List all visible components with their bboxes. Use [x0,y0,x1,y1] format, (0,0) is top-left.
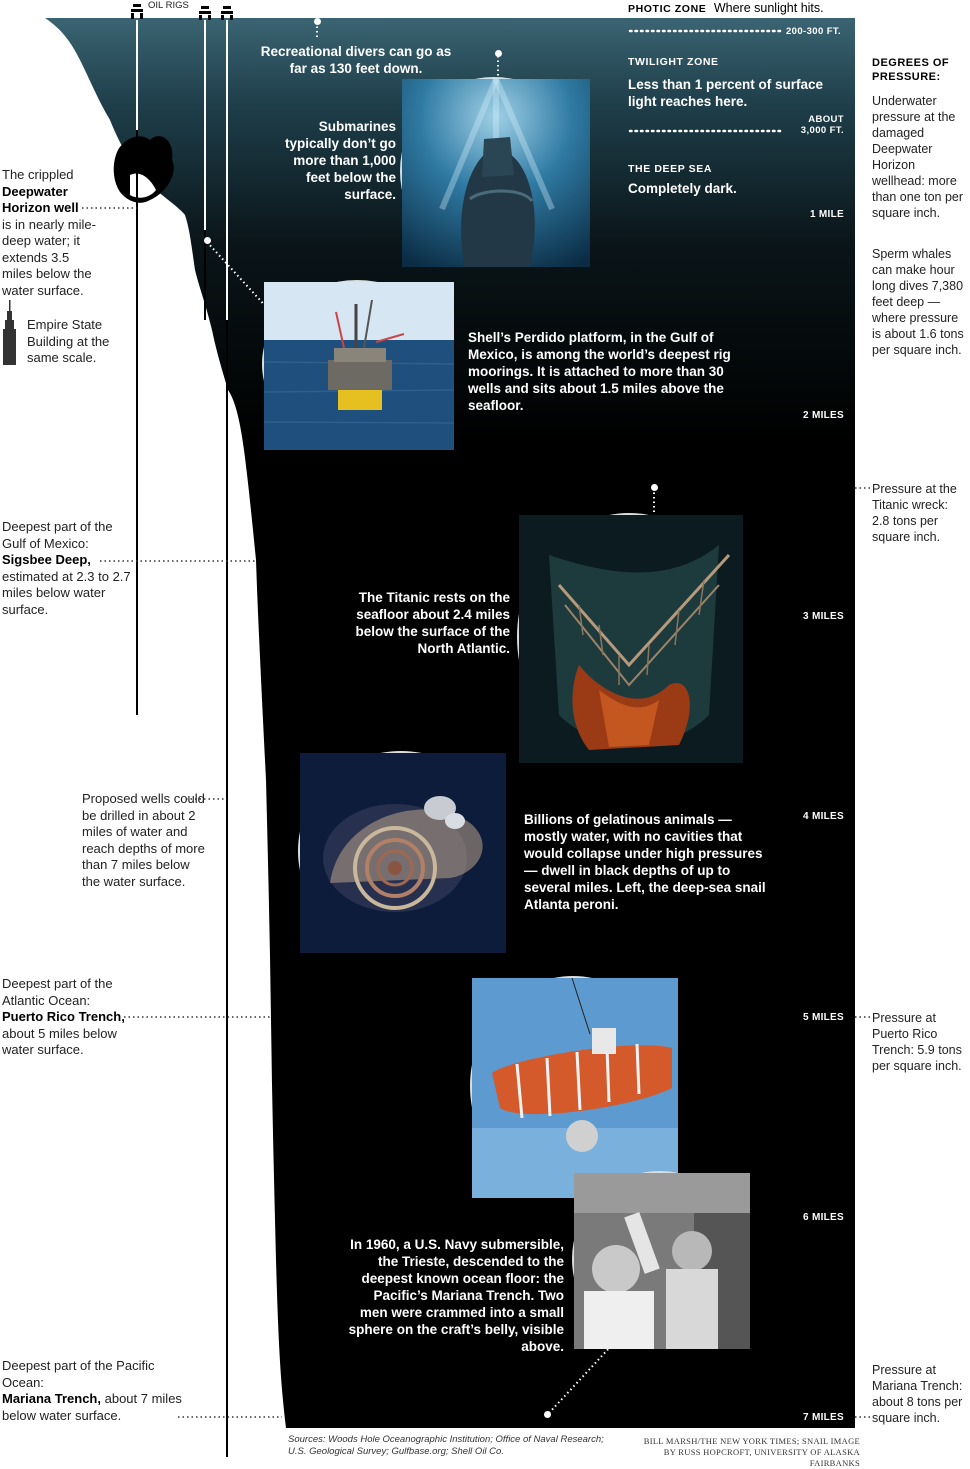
proposed-wells-label: Proposed wells could be drilled in about 2 miles of water and reach depths of more than 7 miles below the water surface. [82,791,205,889]
pressure-dwh: Underwater pressure at the damaged Deepwater Horizon wellhead: more than one ton per square inch. [872,94,964,220]
trieste-text: In 1960, a U.S. Navy submersible, the Trieste, descended to the deepest known ocean floor: the Pacific’s Mariana Trench. Two men were crammed into a small sphere on the craft’s belly, visible above. [348,1237,564,1354]
snail-photo [298,751,504,951]
photic-zone-title: PHOTIC ZONE [628,3,707,15]
pressure-mariana: Pressure at Mariana Trench: about 8 tons per square inch. [872,1363,963,1425]
pressure-titanic: Pressure at the Titanic wreck: 2.8 tons per square inch. [872,482,957,544]
twilight-zone-title: TWILIGHT ZONE [628,56,719,68]
titanic-text: The Titanic rests on the seafloor about 2.4 miles below the surface of the North Atlantic. [355,590,510,656]
oil-rig-icon-3 [221,6,233,20]
trieste-photo [470,976,676,1196]
pressure-whales: Sperm whales can make hour long dives 7,380 feet deep — where pressure is about 1.6 tons per square inch. [872,247,964,357]
twilight-depth: ABOUT 3,000 FT. [800,114,844,136]
depth-5-miles: 5 MILES [803,1012,844,1023]
oil-rig-icon-2 [199,6,211,20]
pressure-puerto-rico: Pressure at Puerto Rico Trench: 5.9 tons per square inch. [872,1011,962,1073]
photic-zone-desc: Where sunlight hits. [713,1,824,15]
depth-4-miles: 4 MILES [803,811,844,822]
oil-rigs-label: OIL RIGS [148,0,189,11]
submarines-text: Submarines typically don’t go more than 1,000 feet below the surface. [284,119,396,202]
depth-1-mile: 1 MILE [809,209,844,220]
divers-marker [314,18,321,25]
mariana-name: Mariana Trench, [2,1391,101,1406]
oil-rig-icon-1 [131,4,143,19]
photic-zone-label [628,1,824,15]
perdido-text: Shell’s Perdido platform, in the Gulf of Mexico, is among the world’s deepest rig moorings. It is attached to more than 30 wells and sits about 1.5 miles above the seafloor. [468,330,731,413]
well-marker [204,237,211,244]
pressure-title: DEGREES OF PRESSURE: [872,57,950,83]
puerto-rico-label: Deepest part of the Atlantic Ocean: Puerto Rico Trench, about 5 miles below water surface. [2,976,142,1059]
twilight-zone-desc: Less than 1 percent of surface light reaches here. [628,77,824,109]
sources-credit: Sources: Woods Hole Oceanographic Institution; Office of Naval Research; U.S. Geological Survey; Gulfbase.org; Shell Oil Co. [288,1434,604,1457]
depth-3-miles: 3 MILES [803,611,844,622]
depth-7-miles: 7 MILES [803,1412,844,1423]
perdido-platform-photo [262,280,452,448]
dwh-well-name: Deepwater Horizon well [2,183,79,215]
empire-state-label: Empire State Building at the same scale. [27,317,110,365]
mariana-label: Deepest part of the Pacific Ocean: Mariana Trench, about 7 miles below water surface. [2,1358,182,1423]
depth-6-miles: 6 MILES [803,1212,844,1223]
trieste-crew-photo [572,1171,748,1347]
byline-credit: BILL MARSH/THE NEW YORK TIMES; SNAIL IMAGE BY RUSS HOPCROFT, UNIVERSITY OF ALASKA FAIRBANKS [643,1436,860,1468]
gelatinous-text: Billions of gelatinous animals — mostly water, with no cavities that would collapse under high pressures — dwell in black depths of up to several miles. Left, the deep-sea snail Atlanta peroni. [524,812,766,912]
titanic-marker [651,484,658,491]
depth-2-miles: 2 MILES [803,410,844,421]
deep-sea-title: THE DEEP SEA [628,163,713,175]
mariana-marker [544,1411,551,1418]
sigsbee-label: Deepest part of the Gulf of Mexico: Sigsbee Deep, estimated at 2.3 to 2.7 miles below water surface. [2,519,137,618]
submarine-marker [495,50,502,57]
titanic-wreck-photo [517,513,741,761]
photic-depth: 200-300 FT. [786,26,842,37]
divers-text: Recreational divers can go as far as 130 feet down. [260,44,452,76]
submarine-photo [400,77,588,265]
deep-sea-desc: Completely dark. [628,181,737,196]
sigsbee-name: Sigsbee Deep, [2,552,91,567]
puerto-rico-name: Puerto Rico Trench, [2,1009,125,1024]
dwh-label: The crippled Deepwater Horizon well is in nearly mile-deep water; it extends 3.5 miles below the water surface. [2,167,102,299]
